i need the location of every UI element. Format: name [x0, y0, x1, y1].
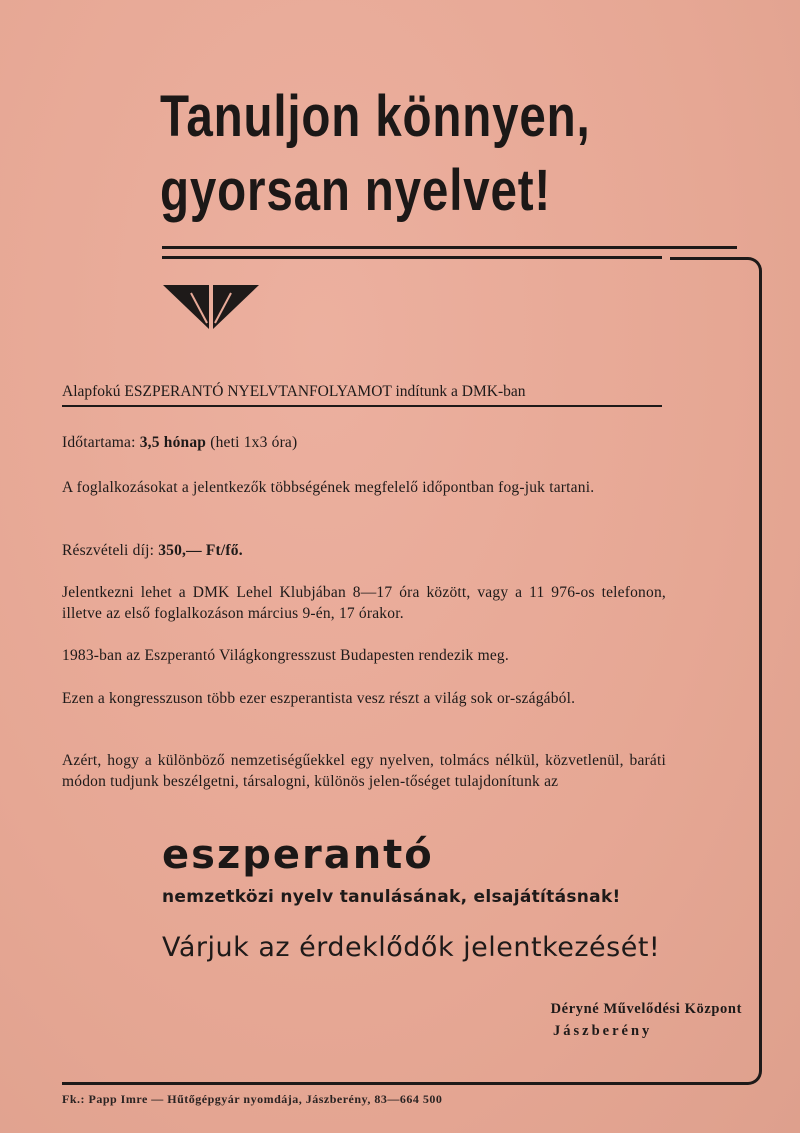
headline	[160, 80, 619, 228]
top-rule-short	[162, 256, 662, 259]
call-to-action: Várjuk az érdeklődők jelentkezését!	[162, 932, 661, 963]
motivation-paragraph: Azért, hogy a különböző nemzetiségűekkel egy nyelven, tolmács nélkül, közvetlenül, baráti módon tudjunk beszélgetni, társalogni, különös jelen-tőséget tulajdonítunk az	[62, 752, 666, 790]
duration-paragraph	[62, 432, 666, 453]
frame-border-right	[670, 257, 762, 1085]
schedule-paragraph: A foglalkozásokat a jelentkezők többségének megfelelő időpontban fog-juk tartani.	[62, 479, 595, 496]
fee-label: Részvételi díj:	[62, 542, 159, 559]
registration-paragraph: Jelentkezni lehet a DMK Lehel Klubjában 8—17 óra között, vagy a 11 976-os telefonon, illetve az első foglalkozáson március 9-én, 17 órakor.	[62, 584, 666, 622]
headline-line-2: gyorsan nyelvet!	[160, 158, 552, 223]
fee-paragraph	[62, 540, 666, 561]
language-subline: nemzetközi nyelv tanulásának, elsajátításnak!	[162, 887, 621, 907]
course-intro: Alapfokú ESZPERANTÓ NYELVTANFOLYAMOT indítunk a DMK-ban	[62, 383, 662, 407]
esperanto-word: eszperantó	[162, 832, 434, 878]
duration-value: 3,5 hónap	[139, 434, 207, 451]
headline-line-1: Tanuljon könnyen,	[160, 84, 591, 149]
participants-paragraph: Ezen a kongresszuson több ezer eszperantista vesz részt a világ sok or-szágából.	[62, 690, 576, 707]
duration-label: Időtartama:	[62, 434, 140, 451]
double-triangle-emblem-icon	[163, 283, 259, 329]
organizer-name: Déryné Művelődési Központ	[550, 1001, 742, 1017]
organizer-city: Jászberény	[553, 1023, 653, 1039]
frame-border-bottom	[62, 1082, 682, 1085]
fee-value: 350,— Ft/fő.	[158, 542, 243, 559]
congress-paragraph: 1983-ban az Eszperantó Világkongresszust Budapesten rendezik meg.	[62, 647, 509, 664]
top-rule-long	[162, 246, 737, 249]
duration-detail: (heti 1x3 óra)	[206, 434, 298, 451]
printer-footer: Fk.: Papp Imre — Hűtőgépgyár nyomdája, Jászberény, 83—664 500	[62, 1092, 443, 1106]
